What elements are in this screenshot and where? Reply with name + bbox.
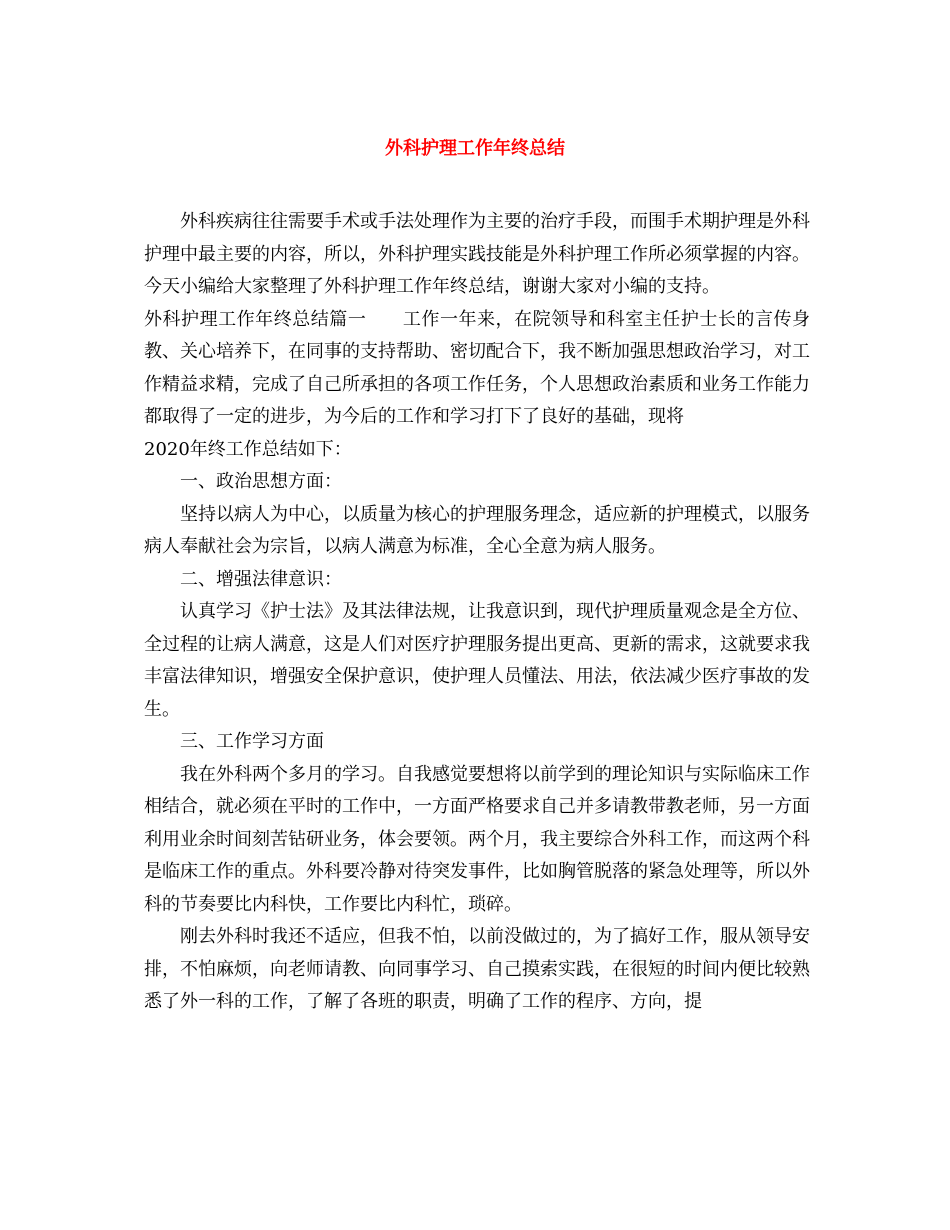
heading-political: 一、政治思想方面： <box>180 471 342 492</box>
section-body-line-2: 身教、关心培养下，在同事的支持帮助、密切配合下，我不断加强思想政治学习，对工作精益求精，完成了自己所承担的各项工作任务，个人思想政治素质和业务工作能力都取得了一定的进步，为今后的工作和学习打下了良好的基础，现将 <box>144 308 811 427</box>
paragraph-political: 坚持以病人为中心，以质量为核心的护理服务理念，适应新的护理模式，以服务病人奉献社会为宗旨，以病人满意为标准，全心全意为病人服务。 <box>144 503 810 557</box>
heading-work-study: 三、工作学习方面 <box>180 731 324 752</box>
intro-paragraph: 外科疾病往往需要手术或手法处理作为主要的治疗手段，而围手术期护理是外科护理中最主要的内容，所以，外科护理实践技能是外科护理工作所必须掌握的内容。今天小编给大家整理了外科护理工作年终总结，谢谢大家对小编的支持。 <box>144 211 810 297</box>
section-body-line-3: 2020年终工作总结如下： <box>144 438 352 460</box>
document-body <box>144 206 810 1019</box>
section-intro-paragraph <box>144 304 810 467</box>
paragraph-work-study: 我在外科两个多月的学习。自我感觉要想将以前学到的理论知识与实际临床工作相结合，就必须在平时的工作中，一方面严格要求自己并多请教带教老师，另一方面利用业余时间刻苦钻研业务，体会要领。两个月，我主要综合外科工作，而这两个科是临床工作的重点。外科要冷静对待突发事件，比如胸管脱落的紧急处理等，所以外科的节奏要比内科快，工作要比内科忙，琐碎。 <box>144 763 810 915</box>
heading-legal: 二、增强法律意识： <box>180 568 342 590</box>
paragraph-legal: 认真学习《护士法》及其法律法规，让我意识到，现代护理质量观念是全方位、全过程的让病人满意，这是人们对医疗护理服务提出更高、更新的需求，这就要求我丰富法律知识，增强安全保护意识，使护理人员懂法、用法，依法减少医疗事故的发生。 <box>144 601 810 720</box>
section-heading: 外科护理工作年终总结篇一 <box>144 308 367 330</box>
paragraph-adaptation: 刚去外科时我还不适应，但我不怕，以前没做过的，为了搞好工作，服从领导安排，不怕麻烦，向老师请教、向同事学习、自己摸索实践，在很短的时间内便比较熟悉了外一科的工作，了解了各班的职责，明确了工作的程序、方向，提 <box>144 926 810 1012</box>
section-body-line-1: 工作一年来，在院领导和科室主任护士长的言传 <box>402 308 793 330</box>
document-title: 外科护理工作年终总结 <box>385 138 565 159</box>
